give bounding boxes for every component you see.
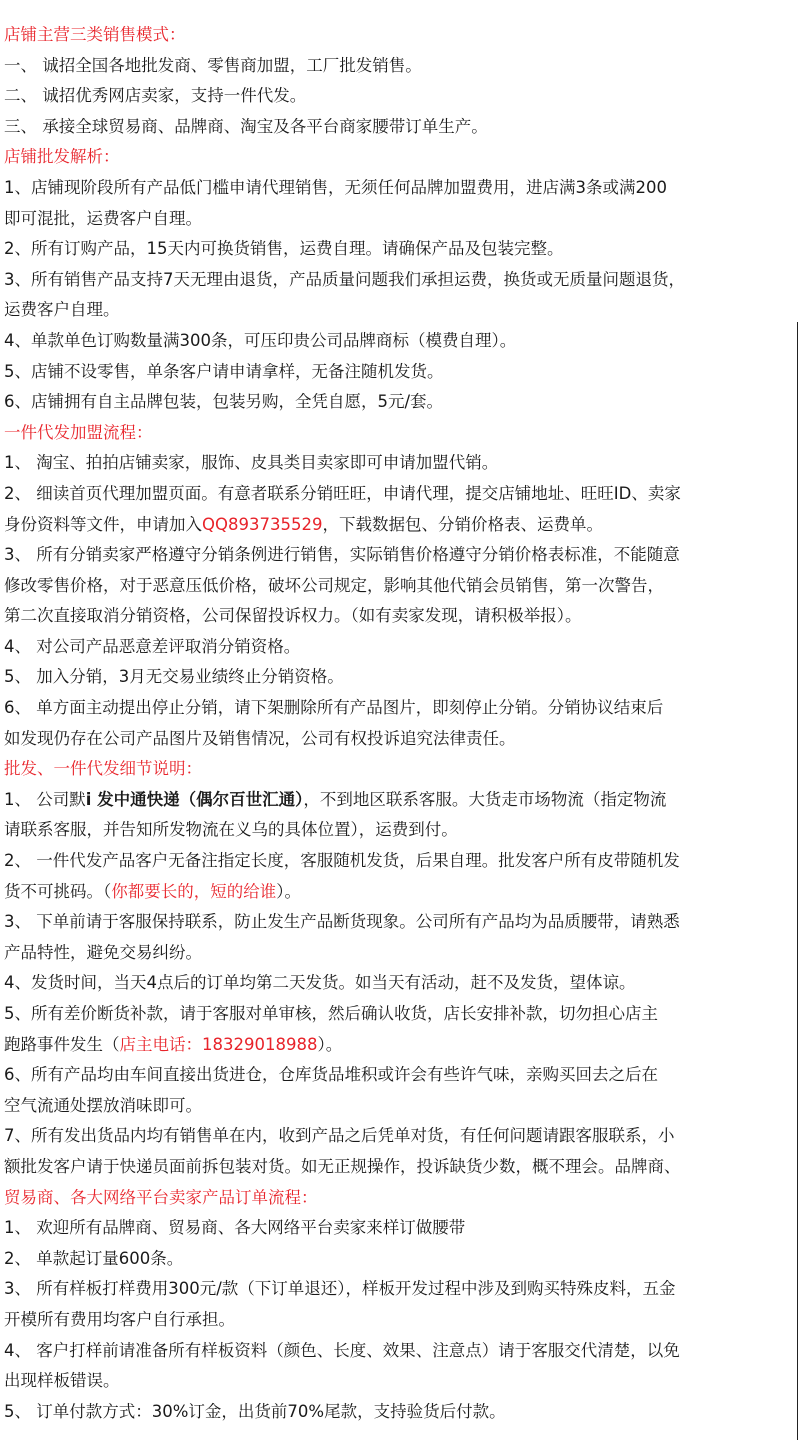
line-text: 修改零售价格，对于恶意压低价格，破坏公司规定，影响其他代销会员销售，第一次警告，	[4, 575, 664, 595]
section-heading	[4, 20, 798, 51]
text-line	[4, 234, 798, 265]
line-text: 5、所有差价断货补款，请于客服对单审核，然后确认收货，店长安排补款，切勿担心店主	[4, 1004, 658, 1023]
line-text: 3、所有销售产品支持7天无理由退货，产品质量问题我们承担运费，换货或无质量问题退货，	[4, 269, 685, 289]
line-text: 如发现仍存在公司产品图片及销售情况，公司有权投诉追究法律责任。	[4, 728, 516, 748]
line-text: 产品特性，避免交易纠纷。	[4, 942, 202, 962]
text-line	[4, 51, 798, 82]
text-line	[4, 968, 798, 999]
text-line	[4, 785, 798, 816]
line-text: 4、 对公司产品恶意差评取消分销资格。	[4, 636, 301, 656]
line-text: 二、 诚招优秀网店卖家，支持一件代发。	[4, 86, 307, 106]
line-text: 1、店铺现阶段所有产品低门槛申请代理销售，无须任何品牌加盟费用，进店满3条或满200	[4, 177, 667, 197]
line-text: 7、所有发出货品内均有销售单在内，收到产品之后凭单对货，有任何问题请跟客服联系，小	[4, 1126, 675, 1146]
line-text: 2、所有订购产品，15天内可换货销售，运费自理。请确保产品及包装完整。	[4, 239, 564, 259]
line-text: 运费客户自理。	[4, 300, 120, 320]
policy-document	[4, 20, 798, 1427]
line-text: 货不可挑码。（	[4, 881, 112, 901]
text-line	[4, 1091, 798, 1122]
line-text: 4、单款单色订购数量满300条，可压印贵公司品牌商标（模费自理）。	[4, 330, 517, 350]
text-line	[4, 877, 798, 908]
text-line	[4, 448, 798, 479]
highlight-text: QQ893735529	[202, 514, 323, 534]
line-text: ，下载数据包、分销价格表、运费单。	[322, 514, 603, 534]
text-line	[4, 1060, 798, 1091]
text-line	[4, 846, 798, 877]
line-text: 3、 所有分销卖家严格遵守分销条例进行销售，实际销售价格遵守分销价格表标准，不能随意	[4, 545, 680, 565]
text-line	[4, 265, 798, 296]
right-border-line	[797, 322, 798, 1440]
line-text: 跑路事件发生（	[4, 1034, 120, 1054]
text-line	[4, 571, 798, 602]
text-line	[4, 81, 798, 112]
line-text: 1、 淘宝、拍拍店铺卖家，服饰、皮具类目卖家即可申请加盟代销。	[4, 453, 499, 473]
line-text: 店铺批发解析：	[4, 147, 120, 167]
text-line	[4, 907, 798, 938]
line-text: 一、 诚招全国各地批发商、零售商加盟，工厂批发销售。	[4, 55, 422, 75]
text-line	[4, 1397, 798, 1428]
text-line	[4, 632, 798, 663]
line-text: 批发、一件代发细节说明：	[4, 759, 202, 779]
text-line	[4, 1244, 798, 1275]
line-text: ，不到地区联系客服。大货走市场物流（指定物流	[303, 789, 667, 809]
text-line	[4, 540, 798, 571]
line-text: 1、 公司默	[4, 789, 86, 809]
text-line	[4, 173, 798, 204]
text-line	[4, 479, 798, 510]
line-text: 贸易商、各大网络平台卖家产品订单流程：	[4, 1187, 318, 1207]
line-text: 出现样板错误。	[4, 1371, 120, 1391]
text-line	[4, 693, 798, 724]
line-text: 3、 所有样板打样费用300元/款（下订单退还），样板开发过程中涉及到购买特殊皮料，五金	[4, 1279, 676, 1299]
line-text: 2、 一件代发产品客户无备注指定长度，客服随机发货，后果自理。批发客户所有皮带随机发	[4, 851, 680, 871]
section-heading	[4, 1183, 798, 1214]
text-line	[4, 938, 798, 969]
line-text: 5、 加入分销，3月无交易业绩终止分销资格。	[4, 667, 344, 687]
text-line	[4, 1274, 798, 1305]
line-text: 一件代发加盟流程：	[4, 422, 153, 442]
text-line	[4, 1152, 798, 1183]
text-line	[4, 662, 798, 693]
line-text: 即可混批，运费客户自理。	[4, 208, 202, 228]
line-text: 5、店铺不设零售，单条客户请申请拿样，无备注随机发货。	[4, 361, 444, 381]
line-text: 第二次直接取消分销资格，公司保留投诉权力。（如有卖家发现，请积极举报）。	[4, 606, 582, 626]
line-text: 2、 细读首页代理加盟页面。有意者联系分销旺旺，申请代理，提交店铺地址、旺旺ID、卖家	[4, 483, 681, 503]
bold-text: i 发中通快递（偶尔百世汇通）	[85, 789, 304, 809]
line-text: ）。	[276, 881, 301, 901]
text-line	[4, 1336, 798, 1367]
line-text: 2、 单款起订量600条。	[4, 1248, 184, 1268]
line-text: ）。	[317, 1034, 343, 1054]
text-line	[4, 510, 798, 541]
text-line	[4, 1121, 798, 1152]
text-line	[4, 601, 798, 632]
line-text: 5、 订单付款方式：30%订金，出货前70%尾款，支持验货后付款。	[4, 1401, 506, 1421]
section-heading	[4, 418, 798, 449]
line-text: 4、 客户打样前请准备所有样板资料（颜色、长度、效果、注意点）请于客服交代清楚，以免	[4, 1340, 680, 1360]
line-text: 额批发客户请于快递员面前拆包装对货。如无正规操作，投诉缺货少数，概不理会。品牌商、	[4, 1156, 681, 1176]
text-line	[4, 1213, 798, 1244]
highlight-text: 店主电话：18329018988	[119, 1034, 318, 1054]
text-line	[4, 357, 798, 388]
line-text: 1、 欢迎所有品牌商、贸易商、各大网络平台卖家来样订做腰带	[4, 1218, 466, 1238]
line-text: 3、 下单前请于客服保持联系，防止发生产品断货现象。公司所有产品均为品质腰带，请熟悉	[4, 912, 680, 932]
line-text: 身份资料等文件，申请加入	[4, 514, 202, 534]
text-line	[4, 1366, 798, 1397]
text-line	[4, 999, 798, 1030]
line-text: 请联系客服，并告知所发物流在义乌的具体位置），运费到付。	[4, 820, 458, 840]
text-line	[4, 1030, 798, 1061]
line-text: 开模所有费用均客户自行承担。	[4, 1309, 235, 1329]
text-line	[4, 724, 798, 755]
text-line	[4, 326, 798, 357]
line-text: 6、 单方面主动提出停止分销，请下架删除所有产品图片，即刻停止分销。分销协议结束后	[4, 698, 664, 718]
line-text: 6、所有产品均由车间直接出货进仓，仓库货品堆积或许会有些许气味，亲购买回去之后在	[4, 1065, 658, 1085]
section-heading	[4, 754, 798, 785]
text-line	[4, 112, 798, 143]
highlight-text: 你都要长的，短的给谁	[111, 881, 277, 901]
text-line	[4, 295, 798, 326]
text-line	[4, 387, 798, 418]
text-line	[4, 815, 798, 846]
text-line	[4, 204, 798, 235]
text-line	[4, 1305, 798, 1336]
line-text: 空气流通处摆放消味即可。	[4, 1095, 202, 1115]
line-text: 店铺主营三类销售模式：	[4, 25, 186, 44]
section-heading	[4, 142, 798, 173]
line-text: 4、发货时间，当天4点后的订单均第二天发货。如当天有活动，赶不及发货，望体谅。	[4, 973, 636, 993]
line-text: 6、店铺拥有自主品牌包装，包装另购，全凭自愿，5元/套。	[4, 392, 444, 412]
line-text: 三、 承接全球贸易商、品牌商、淘宝及各平台商家腰带订单生产。	[4, 116, 488, 136]
